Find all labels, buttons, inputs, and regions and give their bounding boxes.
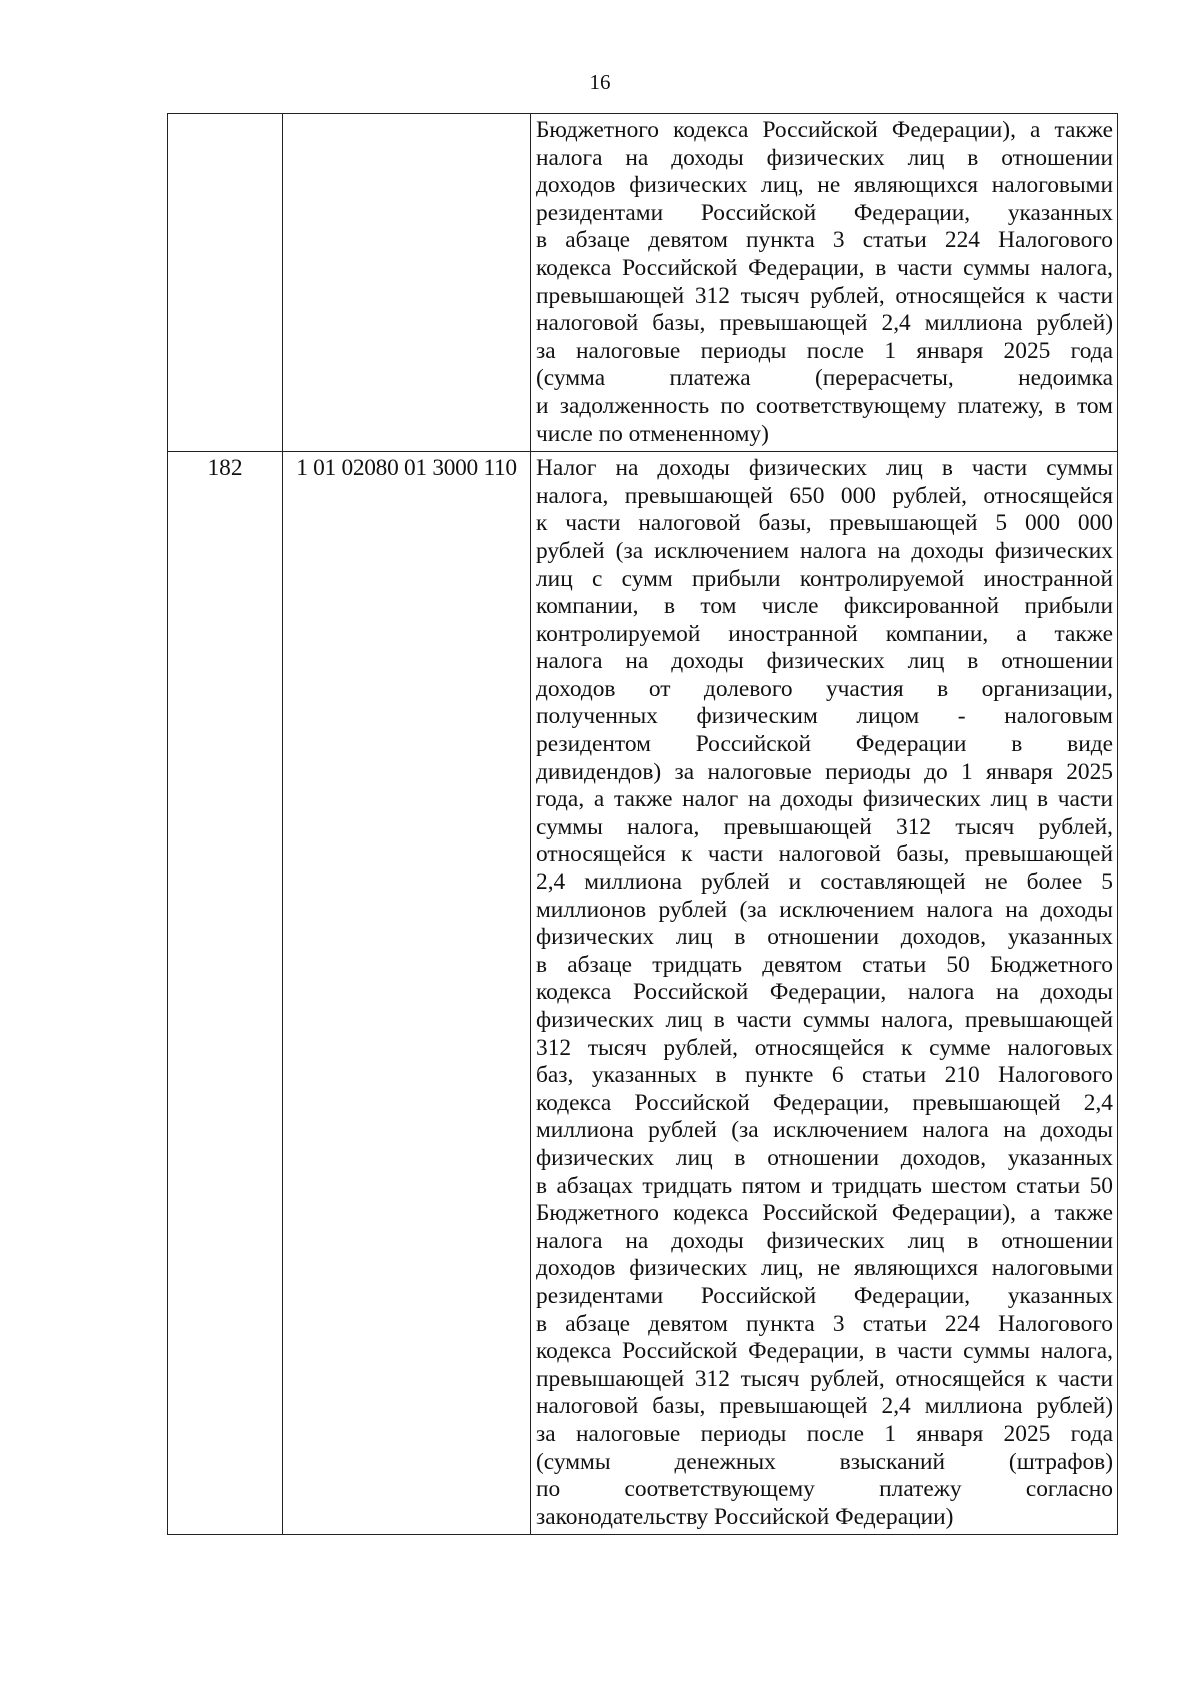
budget-classification-table xyxy=(167,113,1118,1535)
description-cell xyxy=(531,114,1118,452)
description-line: контролируемой иностранной компании, а также xyxy=(536,620,1113,647)
description-line: числе по отмененному) xyxy=(536,420,769,447)
table-row xyxy=(168,452,1118,1535)
description-line: налога на доходы физических лиц в отношении xyxy=(536,144,1113,171)
description-line: налога на доходы физических лиц в отношении xyxy=(536,1227,1113,1254)
description-line: физических лиц в отношении доходов, указанных xyxy=(536,1144,1113,1171)
description-line: компании, в том числе фиксированной прибыли xyxy=(536,593,1113,620)
description-line: Бюджетного кодекса Российской Федерации), а также xyxy=(536,117,1113,143)
description-line: года, а также налог на доходы физических лиц в части xyxy=(536,786,1113,813)
description-line: в абзацах тридцать пятом и тридцать шестом статьи 50 xyxy=(536,1172,1113,1199)
description-line: полученных физическим лицом - налоговым xyxy=(536,703,1113,730)
description-line: баз, указанных в пункте 6 статьи 210 Налогового xyxy=(536,1062,1113,1089)
admin-code-cell xyxy=(168,114,283,452)
description-line: резидентом Российской Федерации в виде xyxy=(536,731,1113,758)
description-line: резидентами Российской Федерации, указанных xyxy=(536,1282,1113,1309)
table-body xyxy=(168,114,1118,1535)
description-line: миллиона рублей (за исключением налога на доходы xyxy=(536,1117,1113,1144)
kbk-code-cell xyxy=(283,114,531,452)
description-line: 312 тысяч рублей, относящейся к сумме налоговых xyxy=(536,1034,1113,1061)
description-line: за налоговые периоды после 1 января 2025 года xyxy=(536,1420,1113,1447)
description-line: лиц с сумм прибыли контролируемой иностранной xyxy=(536,565,1113,592)
description-line: налоговой базы, превышающей 2,4 миллиона рублей) xyxy=(536,1393,1113,1420)
description-line: Налог на доходы физических лиц в части суммы xyxy=(536,455,1113,482)
description-line: суммы налога, превышающей 312 тысяч рублей, xyxy=(536,813,1113,840)
description-line: доходов физических лиц, не являющихся налоговыми xyxy=(536,172,1113,199)
description-line: физических лиц в отношении доходов, указанных xyxy=(536,924,1113,951)
description-line: относящейся к части налоговой базы, превышающей xyxy=(536,841,1113,868)
description-line: превышающей 312 тысяч рублей, относящейся к части xyxy=(536,1365,1113,1392)
description-line: налога, превышающей 650 000 рублей, относящейся xyxy=(536,482,1113,509)
page-number: 16 xyxy=(589,70,611,94)
description-cell xyxy=(531,452,1118,1535)
description-line: превышающей 312 тысяч рублей, относящейся к части xyxy=(536,282,1113,309)
table-row xyxy=(168,114,1118,452)
description-line: рублей (за исключением налога на доходы физических xyxy=(536,537,1113,564)
description-line: кодекса Российской Федерации, превышающей 2,4 xyxy=(536,1089,1113,1116)
description-line: резидентами Российской Федерации, указанных xyxy=(536,199,1113,226)
description-line: доходов физических лиц, не являющихся налоговыми xyxy=(536,1255,1113,1282)
description-line: за налоговые периоды после 1 января 2025 года xyxy=(536,337,1113,364)
description-line: миллионов рублей (за исключением налога на доходы xyxy=(536,896,1113,923)
description-line: физических лиц в части суммы налога, превышающей xyxy=(536,1007,1113,1033)
admin-code-cell: 182 xyxy=(168,452,283,1535)
description-line: налоговой базы, превышающей 2,4 миллиона рублей) xyxy=(536,310,1113,337)
kbk-code-cell: 1 01 02080 01 3000 110 xyxy=(283,452,531,1535)
description-line: к части налоговой базы, превышающей 5 000 000 xyxy=(536,510,1113,537)
description-line: Бюджетного кодекса Российской Федерации), а также xyxy=(536,1200,1113,1227)
description-line: и задолженность по соответствующему платежу, в том xyxy=(536,392,1113,419)
description-line: 2,4 миллиона рублей и составляющей не более 5 xyxy=(536,869,1113,896)
description-line: кодекса Российской Федерации, в части суммы налога, xyxy=(536,254,1113,281)
description-line: (суммы денежных взысканий (штрафов) xyxy=(536,1448,1113,1475)
description-line: кодекса Российской Федерации, налога на доходы xyxy=(536,979,1113,1006)
description-line: законодательству Российской Федерации) xyxy=(536,1503,954,1530)
description-line: налога на доходы физических лиц в отношении xyxy=(536,648,1113,675)
description-line: (сумма платежа (перерасчеты, недоимка xyxy=(536,365,1113,392)
description-line: в абзаце девятом пункта 3 статьи 224 Налогового xyxy=(536,1310,1113,1337)
description-line: доходов от долевого участия в организации, xyxy=(536,675,1113,702)
description-line: по соответствующему платежу согласно xyxy=(536,1476,1113,1503)
description-line: в абзаце девятом пункта 3 статьи 224 Налогового xyxy=(536,227,1113,254)
description-line: дивидендов) за налоговые периоды до 1 января 2025 xyxy=(536,758,1113,785)
description-line: кодекса Российской Федерации, в части суммы налога, xyxy=(536,1338,1113,1365)
description-line: в абзаце тридцать девятом статьи 50 Бюджетного xyxy=(536,951,1113,978)
